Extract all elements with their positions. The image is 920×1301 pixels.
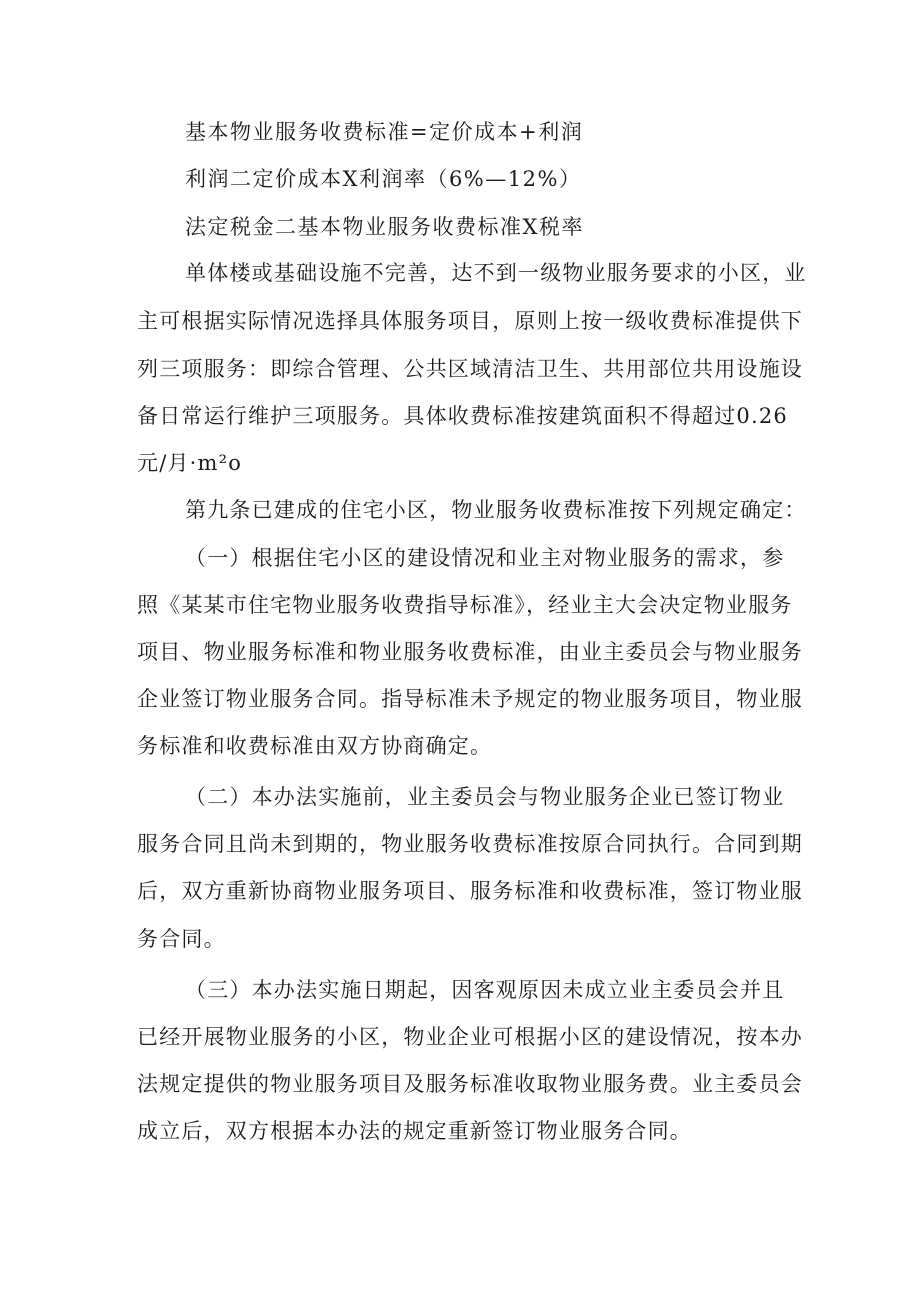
item-1-line-3: 项目、物业服务标准和物业服务收费标准，由业主委员会与物业服务 [137,640,803,664]
article-nine-heading: 第九条已建成的住宅小区，物业服务收费标准按下列规定确定： [185,498,807,522]
item-1-line-2: 照《某某市住宅物业服务收费指导标准》，经业主大会决定物业服务 [137,593,793,617]
para-single-building-line-4: 备日常运行维护三项服务。具体收费标准按建筑面积不得超过0.26 [137,404,788,428]
formula-base-fee: 基本物业服务收费标准=定价成本+利润 [185,120,584,144]
item-3-line-1: （三）本办法实施日期起，因客观原因未成立业主委员会并且 [185,978,785,1002]
para-single-building-line-1: 单体楼或基础设施不完善，达不到一级物业服务要求的小区，业 [185,261,807,285]
formula-profit: 利润二定价成本X利润率（6%—12%） [185,167,582,191]
para-single-building-line-3: 列三项服务：即综合管理、公共区域清洁卫生、共用部位共用设施设 [137,357,803,381]
item-3-line-2: 已经开展物业服务的小区，物业企业可根据小区的建设情况，按本办 [137,1025,803,1049]
para-single-building-line-2: 主可根据实际情况选择具体服务项目，原则上按一级收费标准提供下 [137,309,803,333]
para-single-building-line-5: 元/月·m²o [137,451,243,475]
formula-tax: 法定税金二基本物业服务收费标准X税率 [185,215,584,239]
item-3-line-3: 法规定提供的物业服务项目及服务标准收取物业服务费。业主委员会 [137,1072,803,1096]
item-3-line-4: 成立后，双方根据本办法的规定重新签订物业服务合同。 [137,1119,692,1143]
item-2-line-4: 务合同。 [137,927,226,951]
item-2-line-2: 服务合同且尚未到期的，物业服务收费标准按原合同执行。合同到期 [137,832,803,856]
item-1-line-5: 务标准和收费标准由双方协商确定。 [137,734,493,758]
item-1-line-1: （一）根据住宅小区的建设情况和业主对物业服务的需求，参 [185,546,785,570]
item-2-line-1: （二）本办法实施前，业主委员会与物业服务企业已签订物业 [185,785,785,809]
item-2-line-3: 后，双方重新协商物业服务项目、服务标准和收费标准，签订物业服 [137,879,803,903]
item-1-line-4: 企业签订物业服务合同。指导标准未予规定的物业服务项目，物业服 [137,687,803,711]
